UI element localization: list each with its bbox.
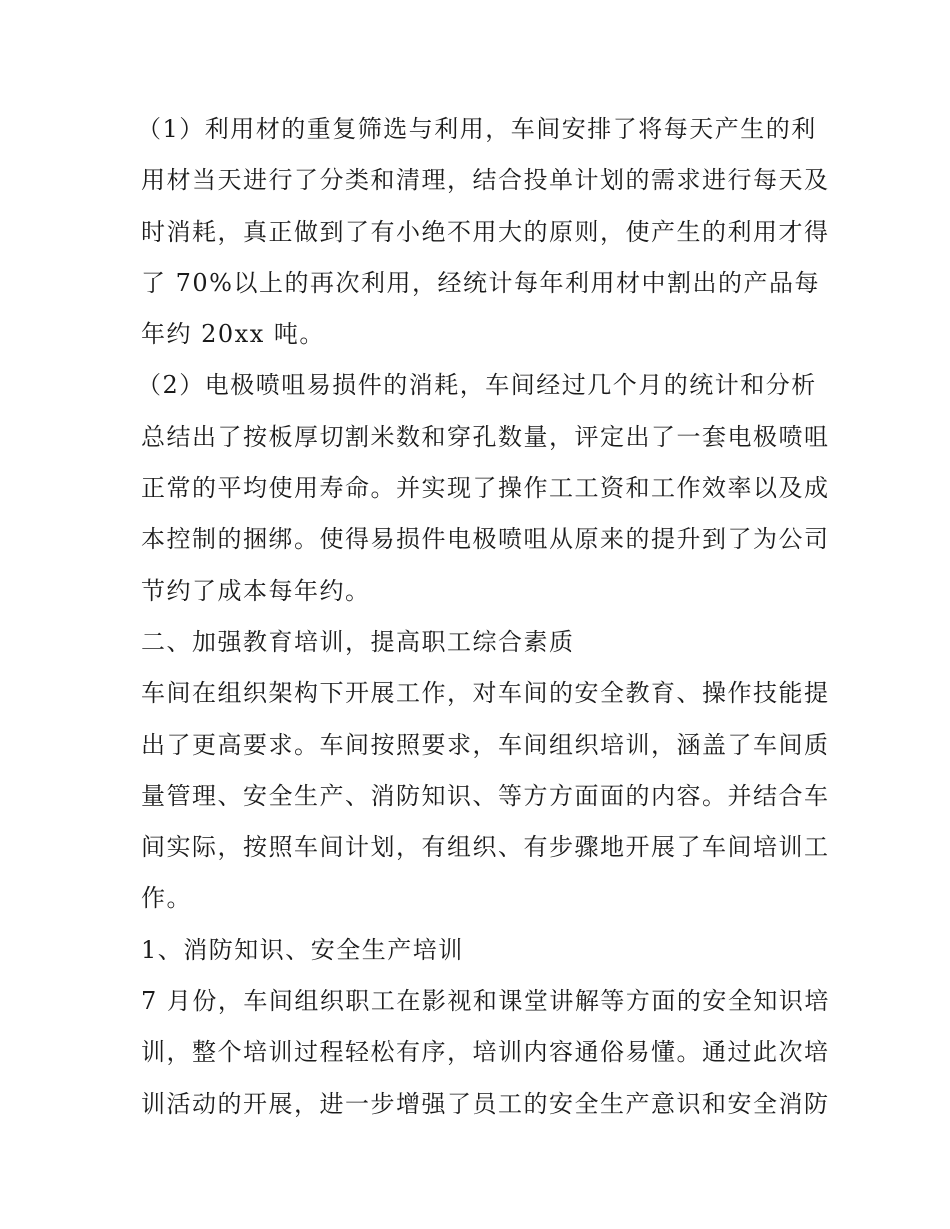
paragraph-line: 7 月份，车间组织职工在影视和课堂讲解等方面的安全知识培 — [141, 987, 830, 1016]
subsection-heading: 1、消防知识、安全生产培训 — [141, 935, 464, 964]
section-heading: 二、加强教育培训，提高职工综合素质 — [141, 627, 575, 656]
paragraph-line: 训活动的开展，进一步增强了员工的安全生产意识和安全消防 — [141, 1089, 830, 1118]
paragraph-line: 量管理、安全生产、消防知识、等方方面面的内容。并结合车 — [141, 781, 830, 810]
paragraph-line: 了 70%以上的再次利用，经统计每年利用材中割出的产品每 — [141, 268, 820, 297]
paragraph-line: 时消耗，真正做到了有小绝不用大的原则，使产生的利用才得 — [141, 217, 830, 246]
paragraph-line: 出了更高要求。车间按照要求，车间组织培训，涵盖了车间质 — [141, 730, 830, 759]
paragraph-line: 年约 20xx 吨。 — [141, 320, 325, 349]
paragraph-line: 训，整个培训过程轻松有序，培训内容通俗易懂。通过此次培 — [141, 1038, 830, 1067]
paragraph-line: 车间在组织架构下开展工作，对车间的安全教育、操作技能提 — [141, 679, 830, 708]
paragraph-line: 用材当天进行了分类和清理，结合投单计划的需求进行每天及 — [141, 166, 830, 195]
paragraph-line: 节约了成本每年约。 — [141, 576, 371, 605]
paragraph-line: 作。 — [141, 884, 192, 913]
paragraph-line: （1）利用材的重复筛选与利用，车间安排了将每天产生的利 — [137, 115, 817, 143]
document-body — [137, 104, 830, 1130]
paragraph-line: （2）电极喷咀易损件的消耗，车间经过几个月的统计和分析 — [137, 371, 817, 400]
paragraph-line: 正常的平均使用寿命。并实现了操作工工资和工作效率以及成 — [141, 474, 830, 503]
paragraph-line: 本控制的捆绑。使得易损件电极喷咀从原来的提升到了为公司 — [141, 525, 830, 554]
paragraph-line: 间实际，按照车间计划，有组织、有步骤地开展了车间培训工 — [141, 833, 830, 862]
paragraph-line: 总结出了按板厚切割米数和穿孔数量，评定出了一套电极喷咀 — [141, 422, 830, 451]
